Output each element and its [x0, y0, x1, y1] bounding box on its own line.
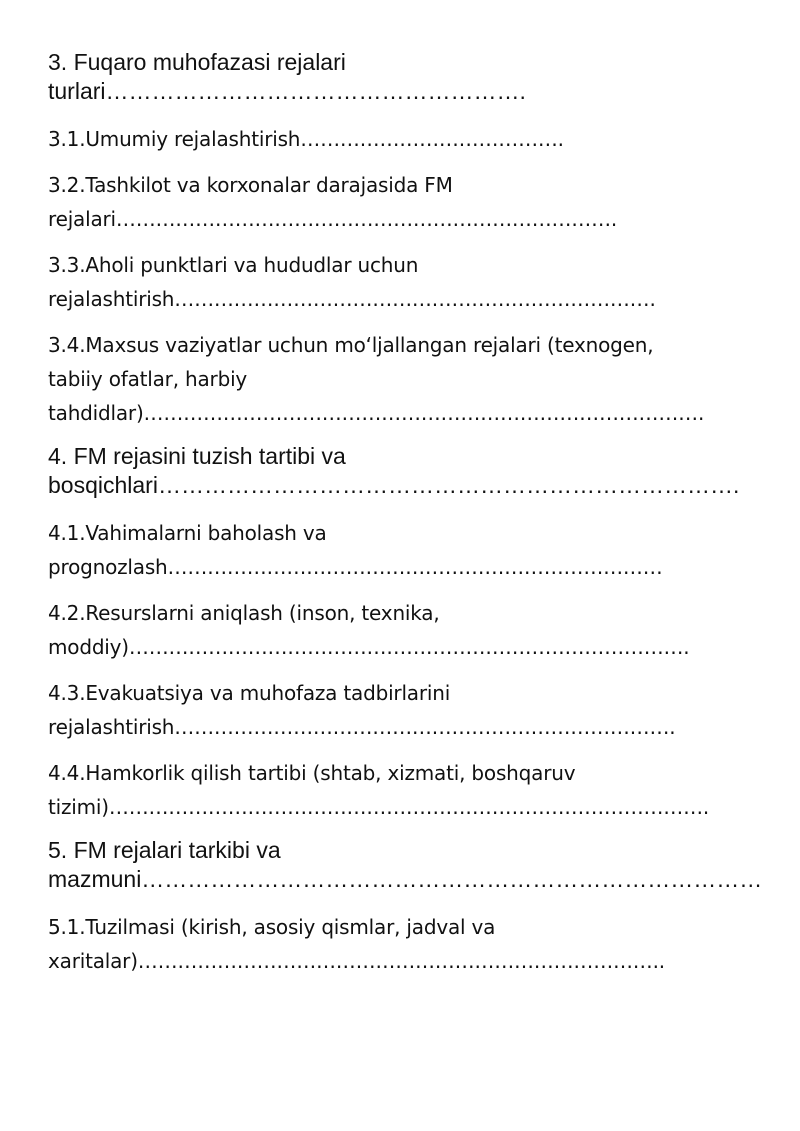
toc-item-4-1: 4.1.Vahimalarni baholash va prognozlash…………………………………………………………………	[48, 521, 663, 579]
toc-item-3-3: 3.3.Aholi punktlari va hududlar uchun rejalashtirish……………………………………………………………….	[48, 253, 656, 311]
toc-item-5-1: 5.1.Tuzilmasi (kirish, asosiy qismlar, jadval va xaritalar)……………………………………………………………………..	[48, 915, 665, 973]
toc-item-4-2: 4.2.Resurslarni aniqlash (inson, texnika, moddiy)………………………………………………………………………….	[48, 601, 690, 659]
toc-section-4: 4. FM rejasini tuzish tartibi va bosqichlari………………………………………………………………….	[48, 443, 740, 498]
toc-item-3-4: 3.4.Maxsus vaziyatlar uchun mo‘ljallangan rejalari (texnogen, tabiiy ofatlar, harbiy tahdidlar)………………………………………………………………………….	[48, 333, 705, 425]
toc-section-5: 5. FM rejalari tarkibi va mazmuni………………………………………………………………………	[48, 837, 763, 892]
toc-section-3: 3. Fuqaro muhofazasi rejalari turlari……………………………………………….	[48, 49, 526, 104]
toc-item-3-2: 3.2.Tashkilot va korxonalar darajasida FM rejalari………………………………………………………………….	[48, 173, 618, 231]
toc-item-4-3: 4.3.Evakuatsiya va muhofaza tadbirlarini rejalashtirish………………………………………………………………….	[48, 681, 676, 739]
table-of-contents	[48, 48, 763, 990]
toc-item-4-4: 4.4.Hamkorlik qilish tartibi (shtab, xizmati, boshqaruv tizimi)……………………………………………………………………………….	[48, 761, 710, 819]
toc-item-3-1: 3.1.Umumiy rejalashtirish………………………………….	[48, 127, 564, 151]
